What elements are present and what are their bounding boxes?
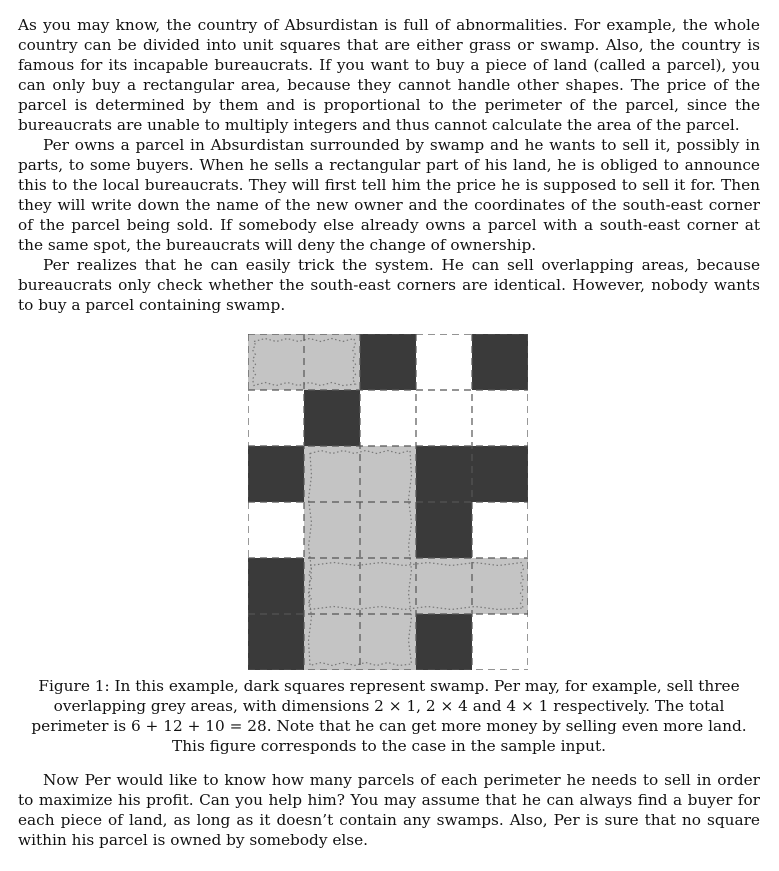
parcel-cell	[304, 502, 360, 558]
swamp-cell	[248, 558, 304, 614]
parcel-cell	[304, 334, 360, 390]
parcel-cell	[304, 446, 360, 502]
question-paragraph: Now Per would like to know how many parcels of each perimeter he needs to sell in order to maximize his profit. Can you help him? You may assume that he can always find a buyer for each piece of land, as long as it doesn’t contain any swamps. Also, Per is sure that no square within his parcel is owned by somebody else.	[18, 771, 760, 849]
grass-cell	[360, 390, 416, 446]
grass-cell	[248, 502, 304, 558]
grass-cell	[416, 390, 472, 446]
swamp-cell	[304, 390, 360, 446]
grass-cell	[472, 502, 528, 558]
parcel-cell	[304, 614, 360, 670]
parcel-cell	[248, 334, 304, 390]
question-block	[18, 770, 760, 850]
grass-cell	[472, 390, 528, 446]
parcel-cell	[360, 446, 416, 502]
swamp-cell	[416, 614, 472, 670]
grass-cell	[248, 390, 304, 446]
parcel-figure	[248, 334, 528, 670]
grass-cell	[416, 334, 472, 390]
trick-paragraph: Per realizes that he can easily trick the system. He can sell overlapping areas, because bureaucrats only check whether the south-east corners are identical. However, nobody wants to buy a parcel containing swamp.	[18, 256, 760, 314]
swamp-cell	[472, 446, 528, 502]
parcel-cell	[360, 558, 416, 614]
swamp-cell	[416, 446, 472, 502]
swamp-cell	[248, 614, 304, 670]
parcel-cell	[304, 558, 360, 614]
parcel-cell	[360, 502, 416, 558]
swamp-cell	[416, 502, 472, 558]
parcel-cell	[416, 558, 472, 614]
intro-paragraph: As you may know, the country of Absurdistan is full of abnormalities. For example, the whole country can be divided into unit squares that are either grass or swamp. Also, the country is famous for its incapable bureaucrats. If you want to buy a piece of land (called a parcel), you can only buy a rectangular area, because they cannot handle other shapes. The price of the parcel is determined by them and is proportional to the perimeter of the parcel, since the bureaucrats are unable to multiply integers and thus cannot calculate the area of the parcel.	[18, 16, 760, 134]
parcel-cell	[360, 614, 416, 670]
ownership-paragraph: Per owns a parcel in Absurdistan surrounded by swamp and he wants to sell it, possibly in parts, to some buyers. When he sells a rectangular part of his land, he is obliged to announce this to the local bureaucrats. They will first tell him the price he is supposed to sell it for. Then they will write down the name of the new owner and the coordinates of the south-east corner of the parcel being sold. If somebody else already owns a parcel with a south-east corner at the same spot, the bureaucrats will deny the change of ownership.	[18, 136, 760, 254]
parcel-cell	[472, 558, 528, 614]
problem-statement	[18, 15, 760, 315]
grass-cell	[472, 614, 528, 670]
figure-caption: Figure 1: In this example, dark squares represent swamp. Per may, for example, sell three overlapping grey areas, with dimensions 2 × 1, 2 × 4 and 4 × 1 respectively. The total perimeter is 6 + 12 + 10 = 28. Note that he can get more money by selling even more land. This figure corresponds to the case in the sample input.	[31, 677, 747, 755]
swamp-cell	[248, 446, 304, 502]
swamp-cell	[472, 334, 528, 390]
swamp-cell	[360, 334, 416, 390]
